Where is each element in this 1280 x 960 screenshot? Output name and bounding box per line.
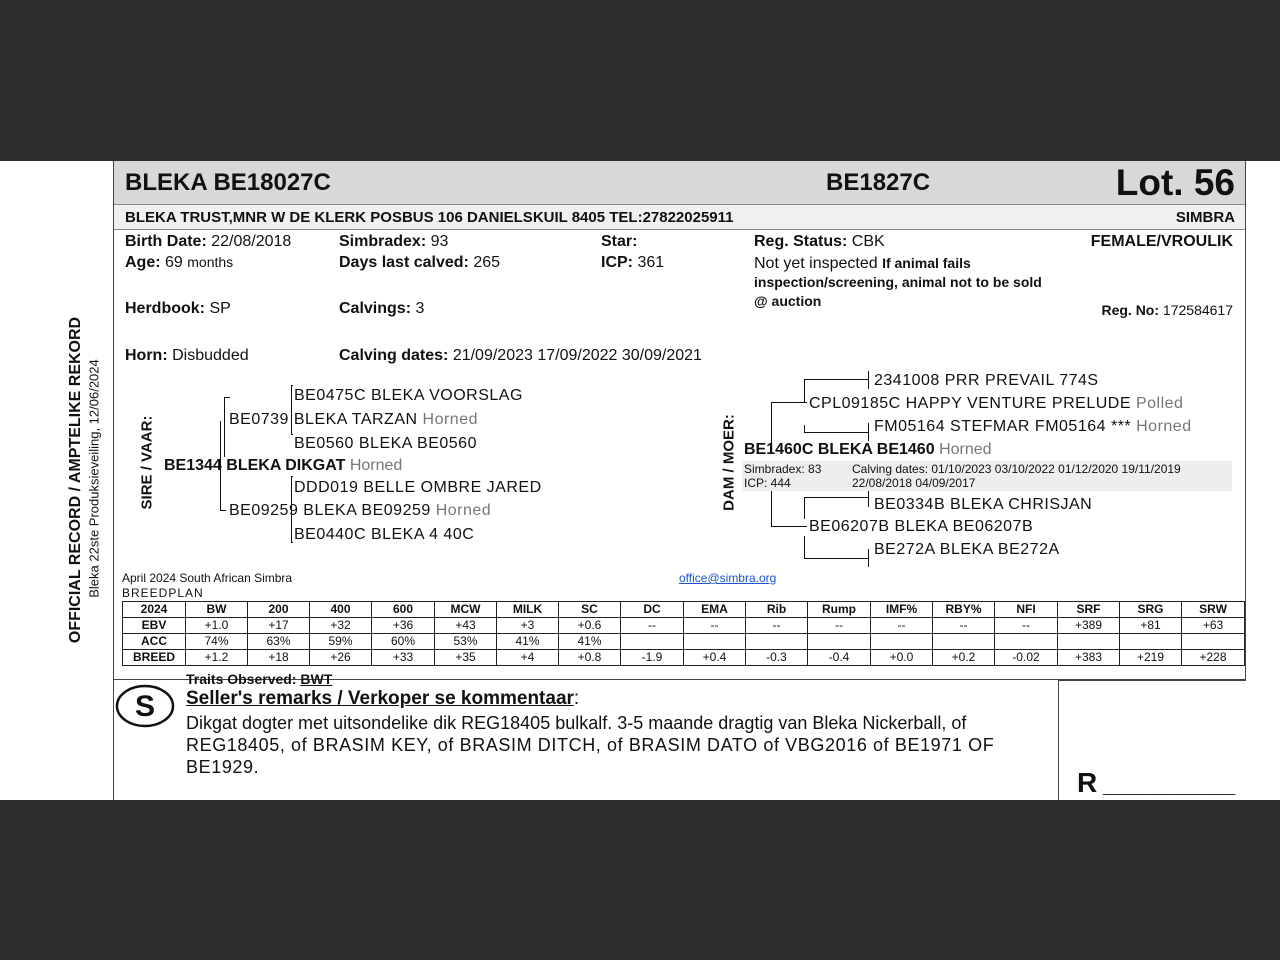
- ebv-cell: +219: [1120, 650, 1182, 666]
- ebv-cell: --: [684, 618, 746, 634]
- left-rule: [113, 680, 114, 800]
- ebv-cell: 74%: [186, 634, 248, 650]
- ebv-cell: +3: [497, 618, 559, 634]
- dam-line: [868, 489, 869, 507]
- ebv-cell: +26: [310, 650, 372, 666]
- dam-sire: CPL09185C HAPPY VENTURE PRELUDE Polled: [809, 395, 1184, 412]
- remarks-text: [186, 712, 994, 778]
- lot-number: Lot. 56: [1115, 162, 1235, 203]
- horn: Horn: Disbudded: [125, 347, 249, 364]
- ebv-cell: -0.02: [995, 650, 1058, 666]
- ebv-cell: MCW: [435, 602, 497, 618]
- sire-dam-sire: DDD019 BELLE OMBRE JARED: [294, 479, 542, 496]
- ebv-row: [123, 602, 1245, 618]
- ebv-cell: +18: [248, 650, 310, 666]
- sire-line: [224, 397, 225, 457]
- ebv-cell: [1120, 634, 1182, 650]
- official-record-label: OFFICIAL RECORD / AMPTELIKE REKORD: [67, 316, 84, 644]
- animal-ident: BE1827C: [826, 169, 931, 196]
- ebv-cell: 600: [372, 602, 435, 618]
- reg-status: Reg. Status: CBK: [754, 233, 885, 250]
- ebv-table: [122, 601, 1245, 666]
- ebv-cell: [746, 634, 808, 650]
- calving-dates: Calving dates: 21/09/2023 17/09/2022 30/09/2021: [339, 347, 702, 364]
- sire-sire: BE0739 BLEKA TARZAN Horned: [229, 411, 478, 428]
- price-currency: R: [1077, 767, 1098, 798]
- sire-line: [291, 476, 293, 477]
- sire-dam-dam: BE0440C BLEKA 4 40C: [294, 526, 475, 543]
- ebv-cell: --: [746, 618, 808, 634]
- calvings: Calvings: 3: [339, 300, 425, 317]
- ebv-cell: +0.4: [684, 650, 746, 666]
- ebv-cell: 53%: [435, 634, 497, 650]
- remarks-line: REG18405, of BRASIM KEY, of BRASIM DITCH, of BRASIM DATO of VBG2016 of BE1971 OF: [186, 735, 995, 755]
- ebv-cell: +228: [1182, 650, 1245, 666]
- dam-line: [868, 371, 869, 389]
- ebv-cell: SRW: [1182, 602, 1245, 618]
- days-last-calved: Days last calved: 265: [339, 254, 501, 271]
- contact-email-link[interactable]: office@simbra.org: [679, 571, 777, 585]
- dam-line: [868, 549, 869, 567]
- ebv-cell: +389: [1058, 618, 1120, 634]
- star: Star:: [601, 233, 638, 250]
- icp: ICP: 361: [601, 254, 665, 271]
- ebv-cell: --: [621, 618, 684, 634]
- sire: BE1344 BLEKA DIKGAT Horned: [164, 457, 403, 474]
- ebv-cell: 200: [248, 602, 310, 618]
- ebv-cell: +1.2: [186, 650, 248, 666]
- ebv-cell: --: [995, 618, 1058, 634]
- dam-line: [771, 402, 807, 403]
- birth-date: Birth Date: 22/08/2018: [125, 233, 292, 250]
- sire-line: [291, 385, 293, 386]
- ebv-cell: SC: [559, 602, 621, 618]
- sire-line: [224, 397, 230, 398]
- ebv-cell: +1.0: [186, 618, 248, 634]
- ebv-cell: 41%: [497, 634, 559, 650]
- dam-line: [771, 491, 772, 527]
- dam-stats-box: [742, 461, 1232, 491]
- dam-calving-dates-1: Calving dates: 01/10/2023 03/10/2022 01/12/2020 19/11/2019: [852, 462, 1181, 476]
- ebv-cell: +43: [435, 618, 497, 634]
- ebv-cell: 60%: [372, 634, 435, 650]
- ebv-cell: [684, 634, 746, 650]
- owner-details: BLEKA TRUST,MNR W DE KLERK POSBUS 106 DANIELSKUIL 8405 TEL:27822025911: [125, 209, 734, 226]
- dam-line: [804, 497, 805, 519]
- dam-dam: BE06207B BLEKA BE06207B: [809, 518, 1034, 535]
- reg-no: Reg. No: 172584617: [1101, 302, 1233, 318]
- dam-line: [804, 432, 869, 433]
- lot-card: [113, 161, 1246, 680]
- sex: FEMALE/VROULIK: [1090, 233, 1233, 250]
- ebv-cell: ACC: [123, 634, 186, 650]
- ebv-row: [123, 618, 1245, 634]
- dam-line: [771, 526, 807, 527]
- ebv-cell: MILK: [497, 602, 559, 618]
- ebv-cell: +4: [497, 650, 559, 666]
- ebv-cell: SRG: [1120, 602, 1182, 618]
- sire-label: SIRE / VAAR:: [138, 415, 156, 510]
- ebv-cell: IMF%: [871, 602, 933, 618]
- dam-line: [804, 536, 805, 558]
- ebv-cell: +0.8: [559, 650, 621, 666]
- ebv-cell: +32: [310, 618, 372, 634]
- ebv-cell: --: [933, 618, 995, 634]
- breedplan-label: BREEDPLAN: [122, 586, 204, 600]
- dam-simbradex: Simbradex: 83: [744, 462, 822, 476]
- side-margin: [0, 161, 113, 800]
- traits-observed: Traits Observed: BWT: [186, 671, 333, 687]
- title-bar: [114, 161, 1245, 205]
- ebv-cell: --: [871, 618, 933, 634]
- remarks-title: Seller's remarks / Verkoper se kommentaar:: [186, 688, 580, 709]
- price-blank[interactable]: _________________: [1103, 779, 1236, 795]
- dam-dam-dam: BE272A BLEKA BE272A: [874, 541, 1060, 558]
- ebv-cell: [933, 634, 995, 650]
- logo-letter: S: [134, 690, 156, 723]
- ebv-cell: BW: [186, 602, 248, 618]
- ebv-cell: Rump: [808, 602, 871, 618]
- remarks-line: BE1929.: [186, 757, 260, 777]
- ebv-cell: +17: [248, 618, 310, 634]
- ebv-cell: --: [808, 618, 871, 634]
- ebv-cell: BREED: [123, 650, 186, 666]
- ebv-cell: Rib: [746, 602, 808, 618]
- dam-label: DAM / MOER:: [720, 414, 738, 511]
- inspection-status: Not yet inspected If animal fails inspection/screening, animal not to be sold @ auction: [754, 255, 1042, 309]
- sale-label: Bleka 22ste Produksieveiling, 12/06/2024: [86, 359, 102, 598]
- ebv-cell: +81: [1120, 618, 1182, 634]
- sire-line: [291, 434, 293, 435]
- dam-calving-dates-2: 22/08/2018 04/09/2017: [852, 476, 976, 490]
- ebv-cell: NFI: [995, 602, 1058, 618]
- dam-dam-sire: BE0334B BLEKA CHRISJAN: [874, 496, 1093, 513]
- sire-line: [291, 542, 293, 543]
- dam-sire-dam: FM05164 STEFMAR FM05164 *** Horned: [874, 418, 1192, 435]
- sire-line: [221, 510, 226, 511]
- ebv-cell: +35: [435, 650, 497, 666]
- ebv-source: April 2024 South African Simbra: [122, 571, 293, 585]
- dam: BE1460C BLEKA BE1460 Horned: [744, 441, 992, 458]
- ebv-cell: 2024: [123, 602, 186, 618]
- dam-line: [804, 379, 869, 380]
- ebv-row: [123, 650, 1245, 666]
- lot-card-page: [0, 161, 1280, 800]
- ebv-cell: [1182, 634, 1245, 650]
- owner-bar: [114, 205, 1245, 230]
- ebv-cell: EBV: [123, 618, 186, 634]
- ebv-cell: +33: [372, 650, 435, 666]
- ebv-cell: +0.6: [559, 618, 621, 634]
- ebv-cell: RBY%: [933, 602, 995, 618]
- ebv-cell: -0.3: [746, 650, 808, 666]
- herdbook: Herdbook: SP: [125, 300, 231, 317]
- ebv-cell: 400: [310, 602, 372, 618]
- remarks-line: Dikgat dogter met uitsondelike dik REG18405 bulkalf. 3-5 maande dragtig van Bleka Nickerball, of: [186, 713, 967, 733]
- simbra-logo-icon: [115, 681, 175, 731]
- dam-line: [868, 423, 869, 441]
- ebv-cell: 41%: [559, 634, 621, 650]
- simbradex: Simbradex: 93: [339, 233, 449, 250]
- ebv-cell: +383: [1058, 650, 1120, 666]
- ebv-cell: [621, 634, 684, 650]
- breed-label: SIMBRA: [1175, 209, 1235, 226]
- sire-dam: BE09259 BLEKA BE09259 Horned: [229, 502, 492, 519]
- ebv-cell: -0.4: [808, 650, 871, 666]
- ebv-cell: +63: [1182, 618, 1245, 634]
- ebv-cell: [1058, 634, 1120, 650]
- ebv-cell: SRF: [1058, 602, 1120, 618]
- ebv-cell: [871, 634, 933, 650]
- ebv-cell: -1.9: [621, 650, 684, 666]
- age: Age: 69 months: [125, 254, 234, 271]
- price-box: [1058, 680, 1246, 800]
- ebv-cell: DC: [621, 602, 684, 618]
- ebv-cell: 63%: [248, 634, 310, 650]
- dam-line: [804, 379, 805, 403]
- ebv-cell: EMA: [684, 602, 746, 618]
- ebv-cell: +0.2: [933, 650, 995, 666]
- sire-sire-sire: BE0475C BLEKA VOORSLAG: [294, 387, 523, 404]
- animal-name: BLEKA BE18027C: [125, 169, 331, 196]
- dam-sire-sire: 2341008 PRR PREVAIL 774S: [874, 372, 1099, 389]
- ebv-cell: +0.0: [871, 650, 933, 666]
- ebv-cell: 59%: [310, 634, 372, 650]
- ebv-row: [123, 634, 1245, 650]
- dam-line: [804, 497, 869, 498]
- ebv-cell: +36: [372, 618, 435, 634]
- ebv-cell: [995, 634, 1058, 650]
- ebv-cell: [808, 634, 871, 650]
- sire-sire-dam: BE0560 BLEKA BE0560: [294, 435, 477, 452]
- dam-line: [804, 558, 869, 559]
- dam-icp: ICP: 444: [744, 476, 791, 490]
